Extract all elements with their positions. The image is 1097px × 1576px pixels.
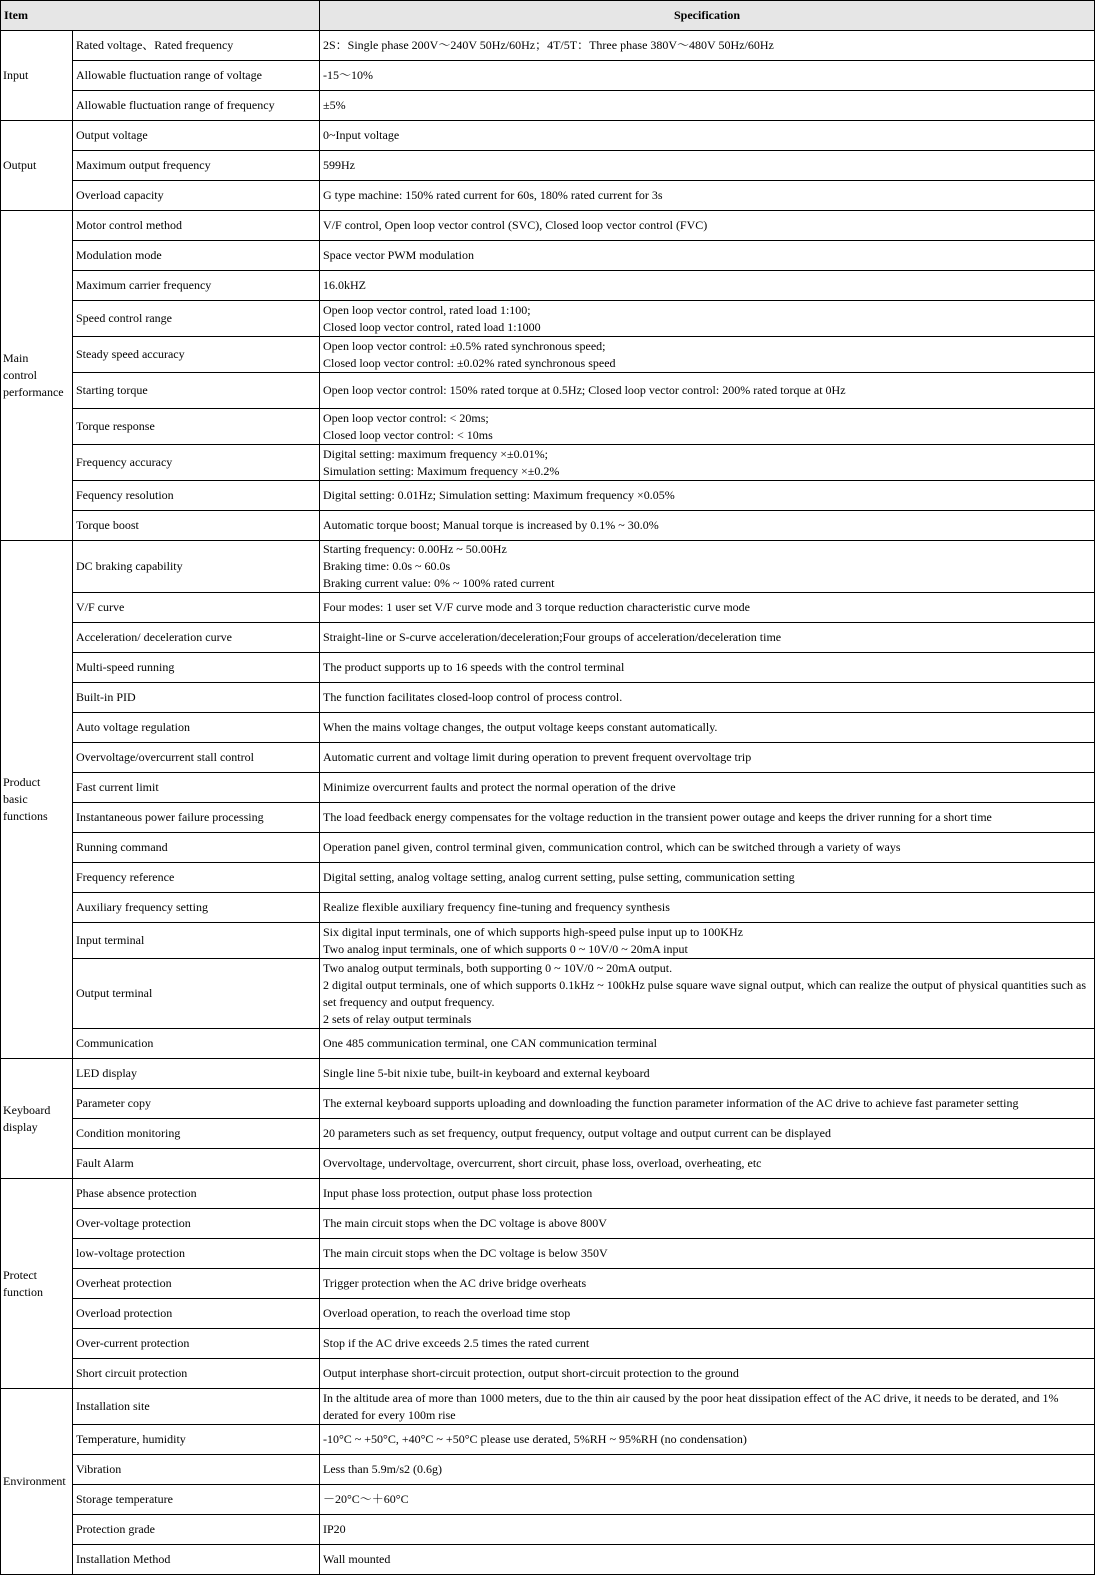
spec-cell	[320, 623, 1095, 653]
item-cell: Over-current protection	[73, 1329, 320, 1359]
spec-line: －20°C～＋60°C	[323, 1492, 409, 1506]
spec-cell	[320, 301, 1095, 337]
spec-cell	[320, 373, 1095, 409]
spec-line: Overload operation, to reach the overload time stop	[323, 1306, 571, 1320]
spec-line: Digital setting: 0.01Hz; Simulation setting: Maximum frequency ×0.05%	[323, 488, 675, 502]
spec-line: Automatic current and voltage limit during operation to prevent frequent overvoltage trip	[323, 750, 752, 764]
spec-cell	[320, 1059, 1095, 1089]
spec-line: Wall mounted	[323, 1552, 391, 1566]
spec-cell	[320, 1149, 1095, 1179]
table-row	[1, 1515, 1095, 1545]
spec-cell	[320, 241, 1095, 271]
table-row	[1, 91, 1095, 121]
spec-line: Four modes: 1 user set V/F curve mode and 3 torque reduction characteristic curve mode	[323, 600, 750, 614]
spec-line: When the mains voltage changes, the output voltage keeps constant automatically.	[323, 720, 718, 734]
item-cell: Acceleration/ deceleration curve	[73, 623, 320, 653]
item-cell: Installation site	[73, 1389, 320, 1425]
spec-line: In the altitude area of more than 1000 meters, due to the thin air caused by the poor heat dissipation effect of the AC drive, it needs to be derated, and 1% derated for every 100m rise	[323, 1390, 1059, 1422]
spec-cell	[320, 653, 1095, 683]
table-row	[1, 1059, 1095, 1089]
table-row	[1, 1029, 1095, 1059]
table-row	[1, 1089, 1095, 1119]
item-cell: Motor control method	[73, 211, 320, 241]
table-row	[1, 1299, 1095, 1329]
spec-cell	[320, 271, 1095, 301]
item-cell: Fequency resolution	[73, 481, 320, 511]
item-cell: Phase absence protection	[73, 1179, 320, 1209]
spec-line: IP20	[323, 1522, 346, 1536]
spec-line: -10°C ~ +50°C, +40°C ~ +50°C please use derated, 5%RH ~ 95%RH (no condensation)	[323, 1432, 747, 1446]
item-cell: Overload protection	[73, 1299, 320, 1329]
spec-line: ±5%	[323, 98, 346, 112]
table-row	[1, 1149, 1095, 1179]
spec-line: G type machine: 150% rated current for 60s, 180% rated current for 3s	[323, 188, 663, 202]
spec-cell	[320, 1455, 1095, 1485]
table-row	[1, 61, 1095, 91]
group-label	[1, 31, 73, 121]
group-label-line: performance	[3, 385, 64, 399]
group-label	[1, 541, 73, 1059]
spec-line: Digital setting: maximum frequency ×±0.01%;	[323, 446, 548, 461]
spec-line: Automatic torque boost; Manual torque is increased by 0.1% ~ 30.0%	[323, 518, 659, 532]
spec-line: Stop if the AC drive exceeds 2.5 times the rated current	[323, 1336, 590, 1350]
group-label-line: function	[3, 1284, 43, 1299]
spec-cell	[320, 31, 1095, 61]
item-cell: Built-in PID	[73, 683, 320, 713]
item-cell: Output terminal	[73, 959, 320, 1029]
item-cell: Fast current limit	[73, 773, 320, 803]
spec-cell	[320, 1329, 1095, 1359]
spec-cell	[320, 211, 1095, 241]
spec-line: 2S：Single phase 200V～240V 50Hz/60Hz；4T/5T：Three phase 380V～480V 50Hz/60Hz	[323, 38, 774, 52]
spec-line: Closed loop vector control, rated load 1:1000	[323, 319, 541, 334]
table-row	[1, 181, 1095, 211]
spec-cell	[320, 959, 1095, 1029]
table-row	[1, 511, 1095, 541]
table-row	[1, 1209, 1095, 1239]
spec-cell	[320, 1389, 1095, 1425]
spec-cell	[320, 1269, 1095, 1299]
spec-line: Trigger protection when the AC drive bridge overheats	[323, 1276, 587, 1290]
spec-cell	[320, 923, 1095, 959]
item-cell: Rated voltage、Rated frequency	[73, 31, 320, 61]
table-row	[1, 337, 1095, 373]
group-label-line: Product	[3, 775, 41, 789]
item-cell: Output voltage	[73, 121, 320, 151]
spec-cell	[320, 541, 1095, 593]
spec-cell	[320, 803, 1095, 833]
item-cell: Input terminal	[73, 923, 320, 959]
spec-line: The product supports up to 16 speeds with the control terminal	[323, 660, 625, 674]
table-row	[1, 1425, 1095, 1455]
item-cell: Maximum output frequency	[73, 151, 320, 181]
item-cell: Frequency reference	[73, 863, 320, 893]
spec-cell	[320, 1545, 1095, 1575]
table-row	[1, 481, 1095, 511]
spec-line: Open loop vector control: < 20ms;	[323, 410, 489, 425]
spec-line: Digital setting, analog voltage setting, analog current setting, pulse setting, communication setting	[323, 870, 795, 884]
spec-cell	[320, 1119, 1095, 1149]
table-row	[1, 893, 1095, 923]
table-row	[1, 1359, 1095, 1389]
spec-line: Braking time: 0.0s ~ 60.0s	[323, 559, 451, 573]
item-cell: Protection grade	[73, 1515, 320, 1545]
group-label-line: display	[3, 1119, 38, 1134]
spec-line: 2 sets of relay output terminals	[323, 1011, 472, 1026]
group-label-line: Main	[3, 351, 29, 365]
spec-line: Straight-line or S-curve acceleration/deceleration;Four groups of acceleration/deceleration time	[323, 630, 782, 644]
spec-line: Two analog output terminals, both supporting 0 ~ 10V/0 ~ 20mA output.	[323, 960, 673, 975]
header-specification: Specification	[320, 1, 1095, 31]
group-label	[1, 1389, 73, 1575]
table-row	[1, 121, 1095, 151]
spec-line: The load feedback energy compensates for the voltage reduction in the transient power outage and keeps the driver running for a short time	[323, 810, 992, 824]
table-row	[1, 211, 1095, 241]
spec-cell	[320, 1425, 1095, 1455]
spec-line: Braking current value: 0% ~ 100% rated current	[323, 576, 555, 590]
table-row	[1, 1269, 1095, 1299]
spec-line: 20 parameters such as set frequency, output frequency, output voltage and output current can be displayed	[323, 1126, 831, 1140]
item-cell: V/F curve	[73, 593, 320, 623]
item-cell: Over-voltage protection	[73, 1209, 320, 1239]
group-label-line: Keyboard	[3, 1102, 51, 1117]
group-label-line: Output	[3, 158, 37, 172]
spec-cell	[320, 593, 1095, 623]
table-row	[1, 863, 1095, 893]
table-row	[1, 773, 1095, 803]
item-cell: Speed control range	[73, 301, 320, 337]
item-cell: Storage temperature	[73, 1485, 320, 1515]
spec-line: Output interphase short-circuit protection, output short-circuit protection to the ground	[323, 1366, 739, 1380]
spec-line: Closed loop vector control: ±0.02% rated synchronous speed	[323, 355, 616, 370]
item-cell: Auto voltage regulation	[73, 713, 320, 743]
spec-line: One 485 communication terminal, one CAN communication terminal	[323, 1036, 657, 1050]
spec-cell	[320, 1239, 1095, 1269]
item-cell: Modulation mode	[73, 241, 320, 271]
table-row	[1, 803, 1095, 833]
item-cell: Condition monitoring	[73, 1119, 320, 1149]
spec-cell	[320, 743, 1095, 773]
item-cell: Frequency accuracy	[73, 445, 320, 481]
item-cell: Allowable fluctuation range of voltage	[73, 61, 320, 91]
spec-cell	[320, 511, 1095, 541]
table-row	[1, 541, 1095, 593]
spec-cell	[320, 337, 1095, 373]
spec-line: Open loop vector control, rated load 1:100;	[323, 302, 531, 317]
table-row	[1, 623, 1095, 653]
group-label-line: control	[3, 368, 37, 382]
spec-line: 0~Input voltage	[323, 128, 400, 142]
item-cell: Temperature, humidity	[73, 1425, 320, 1455]
table-row	[1, 151, 1095, 181]
group-label	[1, 1059, 73, 1179]
item-cell: Installation Method	[73, 1545, 320, 1575]
spec-line: The main circuit stops when the DC voltage is above 800V	[323, 1216, 607, 1230]
spec-line: Minimize overcurrent faults and protect the normal operation of the drive	[323, 780, 676, 794]
group-label-line: Input	[3, 68, 29, 82]
group-label	[1, 1179, 73, 1389]
spec-line: 599Hz	[323, 158, 355, 172]
spec-cell	[320, 683, 1095, 713]
item-cell: Overload capacity	[73, 181, 320, 211]
table-row	[1, 373, 1095, 409]
group-label-line: Environment	[3, 1474, 66, 1488]
item-cell: Steady speed accuracy	[73, 337, 320, 373]
spec-line: The main circuit stops when the DC voltage is below 350V	[323, 1246, 608, 1260]
table-row	[1, 445, 1095, 481]
spec-cell	[320, 1485, 1095, 1515]
spec-cell	[320, 1179, 1095, 1209]
spec-cell	[320, 773, 1095, 803]
spec-line: The external keyboard supports uploading and downloading the function parameter information of the AC drive to achieve fast parameter setting	[323, 1096, 1019, 1110]
spec-cell	[320, 1359, 1095, 1389]
spec-line: Single line 5-bit nixie tube, built-in keyboard and external keyboard	[323, 1066, 650, 1080]
spec-cell	[320, 121, 1095, 151]
table-row	[1, 241, 1095, 271]
spec-cell	[320, 445, 1095, 481]
spec-line: Input phase loss protection, output phase loss protection	[323, 1186, 593, 1200]
spec-cell	[320, 61, 1095, 91]
spec-line: Operation panel given, control terminal given, communication control, which can be switched through a variety of ways	[323, 840, 901, 854]
spec-line: Overvoltage, undervoltage, overcurrent, short circuit, phase loss, overload, overheating, etc	[323, 1156, 762, 1170]
spec-line: Simulation setting: Maximum frequency ×±0.2%	[323, 463, 560, 478]
table-row	[1, 1239, 1095, 1269]
item-cell: Maximum carrier frequency	[73, 271, 320, 301]
spec-line: -15～10%	[323, 68, 373, 82]
spec-cell	[320, 1515, 1095, 1545]
spec-line: Closed loop vector control: < 10ms	[323, 427, 493, 442]
item-cell: Parameter copy	[73, 1089, 320, 1119]
item-cell: Communication	[73, 1029, 320, 1059]
item-cell: LED display	[73, 1059, 320, 1089]
group-label-line: Protect	[3, 1267, 37, 1282]
item-cell: Fault Alarm	[73, 1149, 320, 1179]
spec-cell	[320, 863, 1095, 893]
table-row	[1, 923, 1095, 959]
group-label	[1, 121, 73, 211]
item-cell: Vibration	[73, 1455, 320, 1485]
item-cell: Running command	[73, 833, 320, 863]
item-cell: DC braking capability	[73, 541, 320, 593]
table-row	[1, 1119, 1095, 1149]
table-body	[1, 31, 1095, 1575]
group-label-line: basic	[3, 792, 28, 806]
item-cell: Overheat protection	[73, 1269, 320, 1299]
spec-line: 2 digital output terminals, one of which supports 0.1kHz ~ 100kHz pulse square wave signal output, which can realize the output of physical quantities such as set frequency and output frequency.	[323, 977, 1086, 1009]
spec-cell	[320, 151, 1095, 181]
spec-line: Six digital input terminals, one of which supports high-speed pulse input up to 100KHz	[323, 924, 743, 939]
table-row	[1, 271, 1095, 301]
spec-cell	[320, 481, 1095, 511]
table-row	[1, 31, 1095, 61]
spec-cell	[320, 893, 1095, 923]
spec-cell	[320, 833, 1095, 863]
spec-line: Open loop vector control: 150% rated torque at 0.5Hz; Closed loop vector control: 200% rated torque at 0Hz	[323, 383, 846, 397]
item-cell: low-voltage protection	[73, 1239, 320, 1269]
item-cell: Overvoltage/overcurrent stall control	[73, 743, 320, 773]
spec-cell	[320, 181, 1095, 211]
spec-line: Starting frequency: 0.00Hz ~ 50.00Hz	[323, 542, 507, 556]
spec-line: Space vector PWM modulation	[323, 248, 474, 262]
table-row	[1, 653, 1095, 683]
spec-cell	[320, 1029, 1095, 1059]
spec-line: V/F control, Open loop vector control (SVC), Closed loop vector control (FVC)	[323, 218, 708, 232]
header-item: Item	[1, 1, 320, 31]
item-cell: Auxiliary frequency setting	[73, 893, 320, 923]
spec-cell	[320, 1299, 1095, 1329]
table-row	[1, 301, 1095, 337]
spec-line: Less than 5.9m/s2 (0.6g)	[323, 1462, 442, 1476]
item-cell: Allowable fluctuation range of frequency	[73, 91, 320, 121]
table-row	[1, 743, 1095, 773]
item-cell: Instantaneous power failure processing	[73, 803, 320, 833]
table-row	[1, 593, 1095, 623]
table-row	[1, 409, 1095, 445]
group-label	[1, 211, 73, 541]
spec-line: The function facilitates closed-loop control of process control.	[323, 690, 623, 704]
table-row	[1, 1455, 1095, 1485]
table-row	[1, 1485, 1095, 1515]
item-cell: Short circuit protection	[73, 1359, 320, 1389]
header-row	[1, 1, 1095, 31]
spec-cell	[320, 1089, 1095, 1119]
item-cell: Torque response	[73, 409, 320, 445]
item-cell: Starting torque	[73, 373, 320, 409]
table-row	[1, 1329, 1095, 1359]
item-cell: Torque boost	[73, 511, 320, 541]
table-row	[1, 959, 1095, 1029]
item-cell: Multi-speed running	[73, 653, 320, 683]
table-row	[1, 713, 1095, 743]
table-row	[1, 833, 1095, 863]
spec-line: Two analog input terminals, one of which supports 0 ~ 10V/0 ~ 20mA input	[323, 941, 688, 956]
spec-cell	[320, 409, 1095, 445]
spec-cell	[320, 1209, 1095, 1239]
table-row	[1, 1545, 1095, 1575]
table-row	[1, 1179, 1095, 1209]
spec-cell	[320, 91, 1095, 121]
spec-line: Open loop vector control: ±0.5% rated synchronous speed;	[323, 338, 606, 353]
table-row	[1, 683, 1095, 713]
table-row	[1, 1389, 1095, 1425]
spec-line: Realize flexible auxiliary frequency fine-tuning and frequency synthesis	[323, 900, 670, 914]
spec-cell	[320, 713, 1095, 743]
group-label-line: functions	[3, 809, 48, 823]
spec-line: 16.0kHZ	[323, 278, 366, 292]
